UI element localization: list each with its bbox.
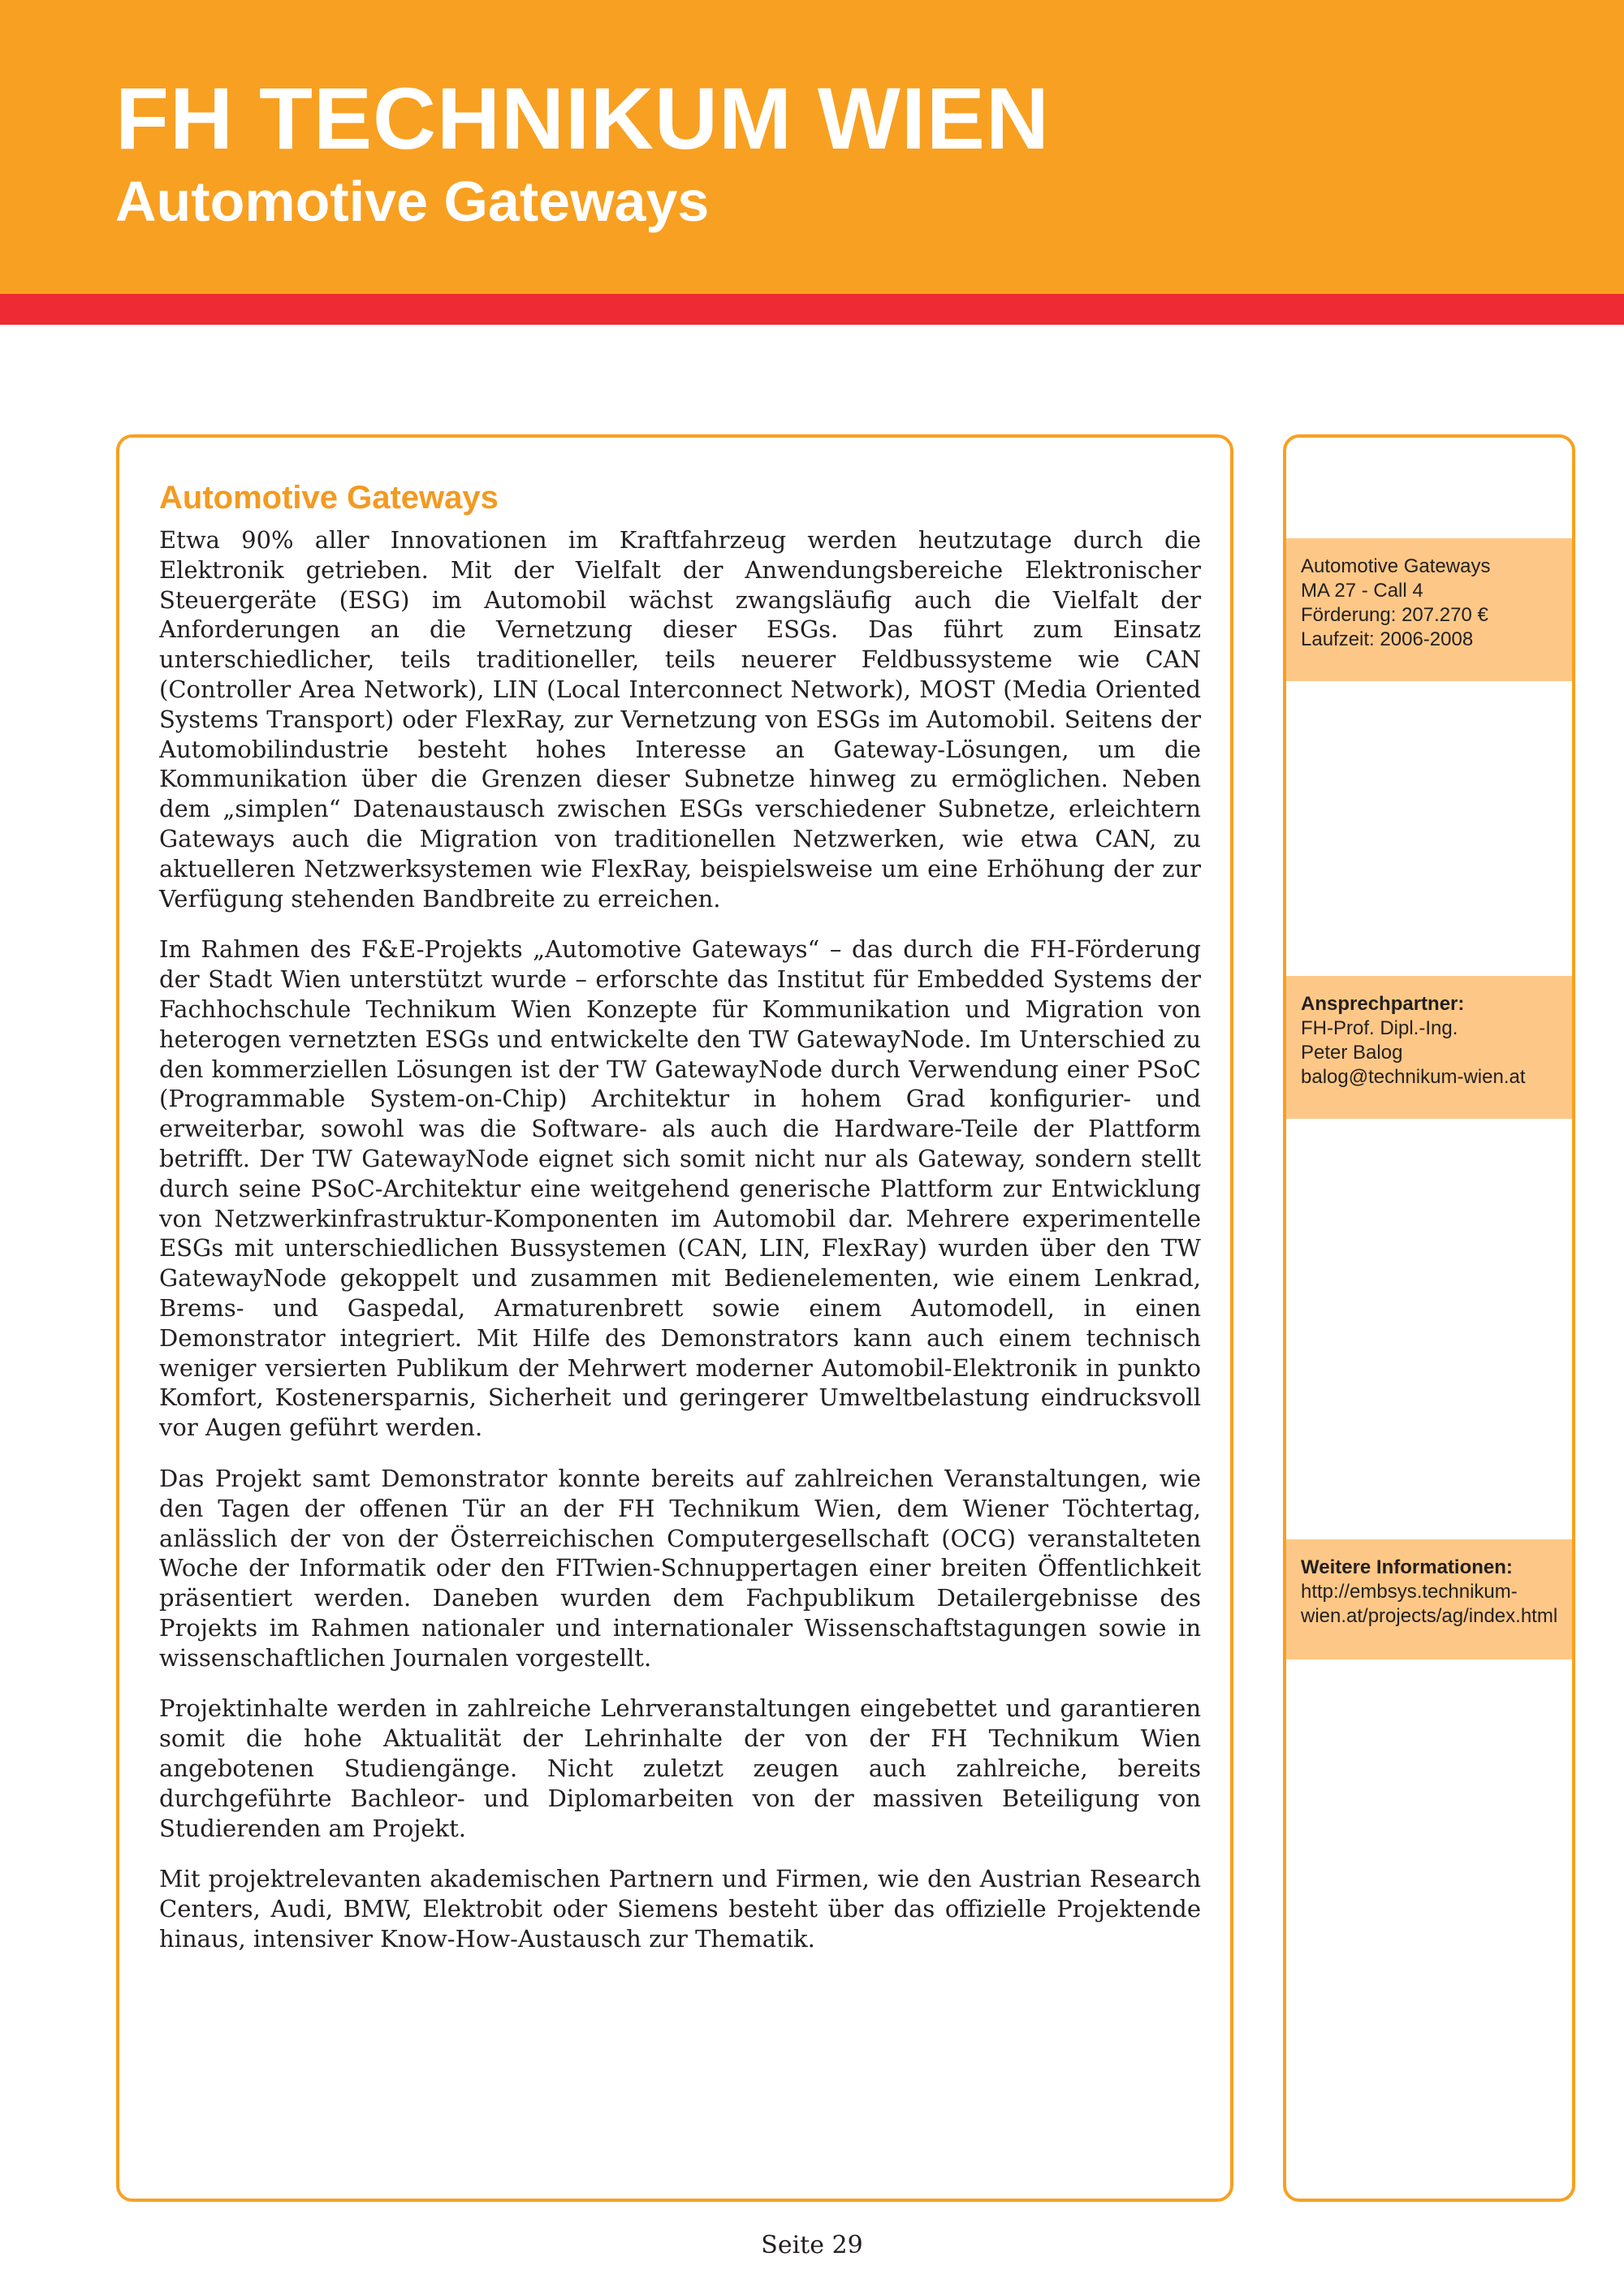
contact-title: FH-Prof. Dipl.-Ing. <box>1301 1017 1458 1039</box>
article-paragraph-1: Etwa 90% aller Innovationen im Kraftfahrzeug werden heutzutage durch die Elektronik getrieben. Mit der Vielfalt der Anwendungsbereiche Elektronischer Steuergeräte (ESG) im Automobil wächst zwangsläufig auch die Vielfalt der Anforderungen an die Vernetzung dieser ESGs. Das führt zum Einsatz unterschiedlicher, teils traditioneller, teils neuerer Feldbussysteme wie CAN (Controller Area Network), LIN (Local Interconnect Network), MOST (Media Oriented Systems Transport) oder FlexRay, zur Vernetzung von ESGs im Automobil. Seitens der Automobilindustrie besteht hohes Interesse an Gateway-Lösungen, um die Kommunikation über die Grenzen dieser Subnetze hinweg zu ermöglichen. Neben dem „simplen“ Datenaustausch zwischen ESGs verschiedener Subnetze, erleichtern Gateways auch die Migration von traditionellen Netzwerken, wie etwa CAN, zu aktuelleren Netzwerksystemen wie FlexRay, beispielsweise um eine Erhöhung der zur Verfügung stehenden Bandbreite zu erreichen. <box>159 526 1201 913</box>
project-name: Automotive Gateways <box>1301 555 1491 577</box>
page-number: Seite 29 <box>761 2231 863 2259</box>
contact-info-block <box>1286 976 1572 1119</box>
header-red-stripe <box>0 294 1624 325</box>
article-paragraph-3: Das Projekt samt Demonstrator konnte bereits auf zahlreichen Veranstaltungen, wie den Tagen der offenen Tür an der FH Technikum Wien, dem Wiener Töchtertag, anlässlich der von der Österreichischen Computergesellschaft (OCG) veranstalteten Woche der Informatik oder den FITwien-Schnuppertagen einer breiten Öffentlichkeit präsentiert werden. Daneben wurden dem Fachpublikum Detailergebnisse des Projekts im Rahmen nationaler und internationaler Wissenschaftstagungen sowie in wissenschaftlichen Journalen vorgestellt. <box>159 1464 1201 1672</box>
article-content <box>159 478 1201 1975</box>
more-info-url-line-2[interactable]: wien.at/projects/ag/index.html <box>1301 1605 1558 1627</box>
article-paragraph-2: Im Rahmen des F&E-Projekts „Automotive Gateways“ – das durch die FH-Förderung der Stadt Wien unterstützt wurde – erforschte das Institut für Embedded Systems der Fachhochschule Technikum Wien Konzepte für Kommunikation und Migration von heterogen vernetzten ESGs und entwickelte den TW GatewayNode. Im Unterschied zu den kommerziellen Lösungen ist der TW GatewayNode durch Verwendung einer PSoC (Programmable System-on-Chip) Architektur in hohem Grad konfigurier- und erweiterbar, sowohl was die Software- als auch die Hardware-Teile der Plattform betrifft. Der TW GatewayNode eignet sich somit nicht nur als Gateway, sondern stellt durch seine PSoC-Architektur eine weitgehend generische Plattform zur Entwicklung von Netzwerkinfrastruktur-Komponenten im Automobil dar. Mehrere experimentelle ESGs mit unterschiedlichen Bussystemen (CAN, LIN, FlexRay) wurden über den TW GatewayNode gekoppelt und zusammen mit Bedienelementen, wie einem Lenkrad, Brems- und Gaspedal, Armaturenbrett sowie einem Automodell, in einen Demonstrator integriert. Mit Hilfe des Demonstrators kann auch einem technisch weniger versierten Publikum der Mehrwert moderner Automobil-Elektronik in punkto Komfort, Kostenersparnis, Sicherheit und geringerer Umweltbelastung eindrucksvoll vor Augen geführt werden. <box>159 935 1201 1442</box>
article-paragraph-5: Mit projektrelevanten akademischen Partnern und Firmen, wie den Austrian Research Centers, Audi, BMW, Elektrobit oder Siemens besteht über das offizielle Projektende hinaus, intensiver Know-How-Austausch zur Thematik. <box>159 1865 1201 1953</box>
more-info-block <box>1286 1539 1572 1659</box>
contact-label: Ansprechpartner: <box>1301 993 1465 1015</box>
project-funding: Förderung: 207.270 € <box>1301 604 1488 626</box>
article-heading: Automotive Gateways <box>159 480 499 516</box>
project-duration: Laufzeit: 2006-2008 <box>1301 628 1474 650</box>
main-article-box <box>116 434 1233 2202</box>
project-call: MA 27 - Call 4 <box>1301 580 1423 602</box>
sidebar-box <box>1283 434 1575 2202</box>
contact-name: Peter Balog <box>1301 1042 1403 1064</box>
more-info-url-line-1[interactable]: http://embsys.technikum- <box>1301 1581 1518 1603</box>
article-paragraph-4: Projektinhalte werden in zahlreiche Lehrveranstaltungen eingebettet und garantieren somit die hohe Aktualität der Lehrinhalte der von der FH Technikum Wien angebotenen Studiengänge. Nicht zuletzt zeugen auch zahlreiche, bereits durchgeführte Bachleor- und Diplomarbeiten von der massiven Beteiligung von Studierenden am Projekt. <box>159 1694 1201 1842</box>
more-info-label: Weitere Informationen: <box>1301 1556 1513 1578</box>
contact-email-link[interactable]: balog@technikum-wien.at <box>1301 1066 1526 1088</box>
organization-title: FH TECHNIKUM WIEN <box>115 69 1050 167</box>
page-subtitle: Automotive Gateways <box>115 170 710 233</box>
project-info-block <box>1286 538 1572 681</box>
